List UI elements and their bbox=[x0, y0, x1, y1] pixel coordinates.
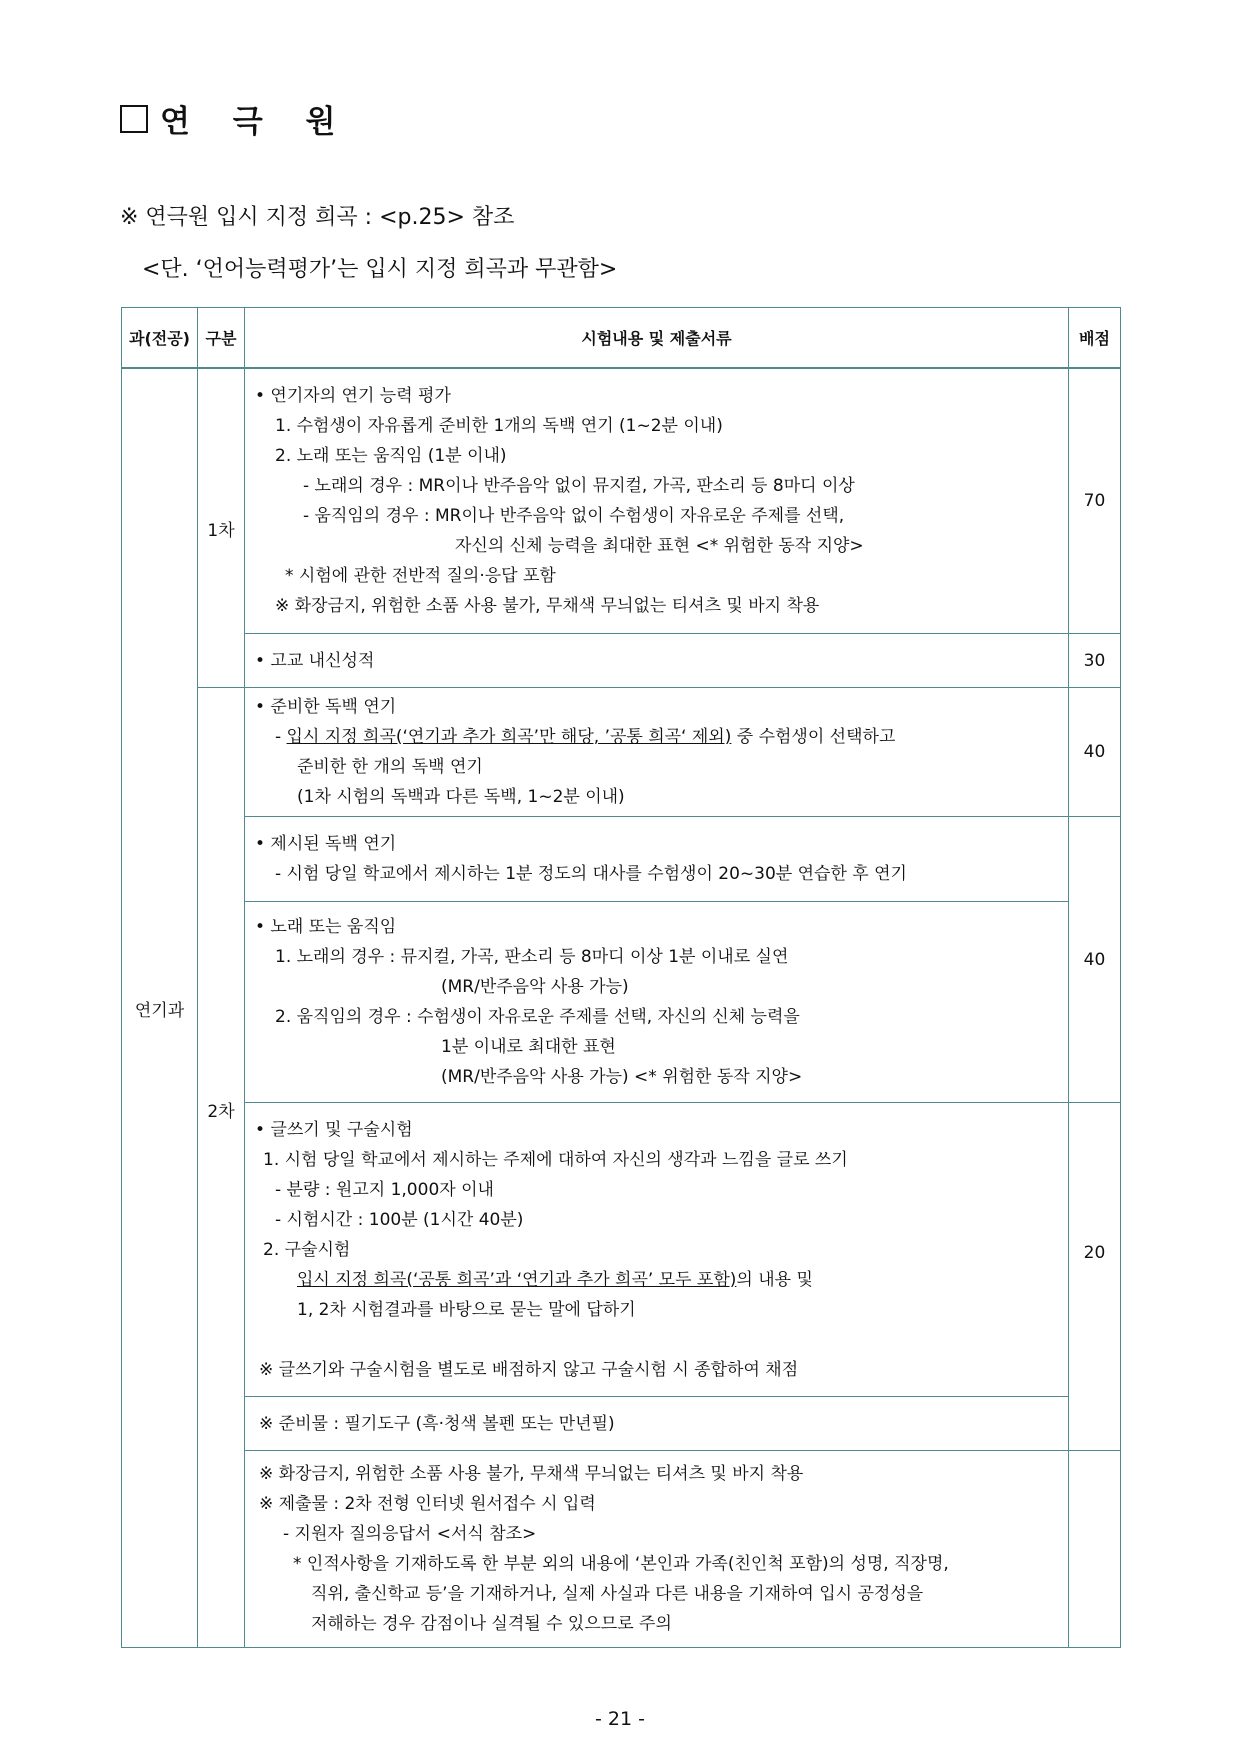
stage2-prepared-score: 40 bbox=[1069, 688, 1121, 817]
stage2-rules-score-empty bbox=[1069, 1451, 1121, 1648]
table-row bbox=[122, 1103, 1121, 1397]
table-row bbox=[122, 688, 1121, 817]
stage2-song-movement: • 노래 또는 움직임 1. 노래의 경우 : 뮤지컬, 가곡, 판소리 등 8마디 이상 1분 이내로 실연 (MR/반주음악 사용 가능) 2. 움직임의 경우 : 수험생이 자유로운 주제를 선택, 자신의 신체 능력을 1분 이내로 최대한 표현 (MR/반주음악 사용 가능) <* 위험한 동작 지양> bbox=[245, 902, 1069, 1103]
table-row bbox=[122, 902, 1121, 1103]
page-number: - 21 - bbox=[595, 1708, 645, 1730]
stage1-grades-score: 30 bbox=[1069, 634, 1121, 688]
stage1-grades-content: • 고교 내신성적 bbox=[245, 634, 1069, 688]
section-title bbox=[120, 96, 351, 141]
header-dept: 과(전공) bbox=[122, 308, 198, 369]
table-row bbox=[122, 634, 1121, 688]
stage2-given-song-score: 40 bbox=[1069, 817, 1121, 1103]
stage1-cell: 1차 bbox=[198, 368, 245, 688]
header-content: 시험내용 및 제출서류 bbox=[245, 308, 1069, 369]
stage1-performance-score: 70 bbox=[1069, 368, 1121, 634]
header-stage: 구분 bbox=[198, 308, 245, 369]
stage1-performance-content: • 연기자의 연기 능력 평가 1. 수험생이 자유롭게 준비한 1개의 독백 연기 (1~2분 이내) 2. 노래 또는 움직임 (1분 이내) - 노래의 경우 : MR이나 반주음악 없이 뮤지컬, 가곡, 판소리 등 8마디 이상 - 움직임의 경우 : MR이나 반주음악 없이 수험생이 자유로운 주제를 선택, 자신의 신체 능력을 최대한 표현 <* 위험한 동작 지양> * 시험에 관한 전반적 질의·응답 포함 ※ 화장금지, 위험한 소품 사용 불가, 무채색 무늬없는 티셔츠 및 바지 착용 bbox=[245, 368, 1069, 634]
stage2-materials: ※ 준비물 : 필기도구 (흑·청색 볼펜 또는 만년필) bbox=[245, 1397, 1069, 1451]
stage2-rules-submissions: ※ 화장금지, 위험한 소품 사용 불가, 무채색 무늬없는 티셔츠 및 바지 착용 ※ 제출물 : 2차 전형 인터넷 원서접수 시 입력 - 지원자 질의응답서 <서식 참조> * 인적사항을 기재하도록 한 부분 외의 내용에 ‘본인과 가족(친인척 포함)의 성명, 직장명, 직위, 출신학교 등’을 기재하거나, 실제 사실과 다른 내용을 기재하여 입시 공정성을 저해하는 경우 감점이나 실격될 수 있으므로 주의 bbox=[245, 1451, 1069, 1648]
stage2-given-monologue: • 제시된 독백 연기 - 시험 당일 학교에서 제시하는 1분 정도의 대사를 수험생이 20~30분 연습한 후 연기 bbox=[245, 817, 1069, 902]
table-header-row bbox=[122, 308, 1121, 369]
stage2-cell: 2차 bbox=[198, 688, 245, 1648]
exception-note: <단. ‘언어능력평가’는 입시 지정 희곡과 무관함> bbox=[142, 257, 618, 282]
stage2-writing-score: 20 bbox=[1069, 1103, 1121, 1451]
table-row bbox=[122, 817, 1121, 902]
stage2-writing-oral: • 글쓰기 및 구술시험 1. 시험 당일 학교에서 제시하는 주제에 대하여 자신의 생각과 느낌을 글로 쓰기 - 분량 : 원고지 1,000자 이내 - 시험시간 : 100분 (1시간 40분) 2. 구술시험 입시 지정 희곡(‘공통 희곡’과 ‘연기과 추가 희곡’ 모두 포함)의 내용 및 1, 2차 시험결과를 바탕으로 묻는 말에 답하기 ※ 글쓰기와 구술시험을 별도로 배점하지 않고 구술시험 시 종합하여 채점 bbox=[245, 1103, 1069, 1397]
exam-table bbox=[121, 307, 1121, 1648]
stage2-prepared-monologue: • 준비한 독백 연기 - 입시 지정 희곡(‘연기과 추가 희곡’만 해당, ’공통 희곡‘ 제외) 중 수험생이 선택하고 준비한 한 개의 독백 연기 (1차 시험의 독백과 다른 독백, 1~2분 이내) bbox=[245, 688, 1069, 817]
reference-note: ※ 연극원 입시 지정 희곡 : <p.25> 참조 bbox=[120, 205, 515, 230]
table-row bbox=[122, 1397, 1121, 1451]
table-row bbox=[122, 1451, 1121, 1648]
header-score: 배점 bbox=[1069, 308, 1121, 369]
section-title-text: 연 극 원 bbox=[160, 104, 352, 140]
table-row bbox=[122, 368, 1121, 634]
checkbox-square-icon bbox=[120, 105, 148, 133]
dept-cell: 연기과 bbox=[122, 368, 198, 1648]
